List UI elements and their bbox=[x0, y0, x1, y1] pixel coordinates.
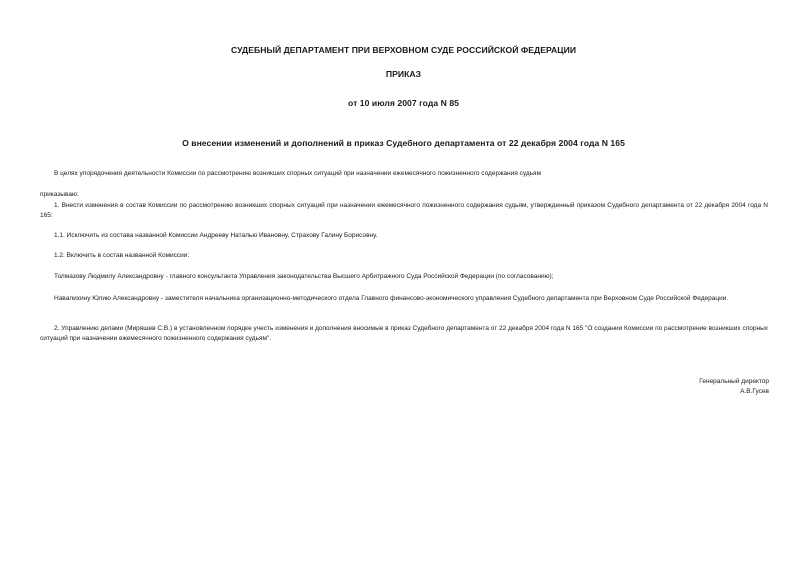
item-1-paragraph: 1. Внести изменения в состав Комиссии по рассмотрению возникших спорных ситуаций при назначении ежемесячного пожизненного содержания судьям, утвержденный приказом Судебного департамента от 22 декабря 2004 года N 165: bbox=[40, 202, 768, 219]
document-subject: О внесении изменений и дополнений в приказ Судебного департамента от 22 декабря 2004 года N 165 bbox=[182, 138, 625, 148]
member-1-paragraph: Толмазову Людмилу Александровну - главного консультанта Управления законодательства Высшего Арбитражного Суда Российской Федерации (по согласованию); bbox=[54, 273, 554, 280]
intro-paragraph: В целях упорядочения деятельности Комиссии по рассмотрению возникших спорных ситуаций при назначении ежемесячного пожизненного содержания судьям bbox=[54, 170, 542, 177]
item-1-1-paragraph: 1.1. Исключить из состава названной Комиссии Андрееву Наталью Ивановну, Страхову Галину Борисовну. bbox=[54, 232, 378, 239]
orders-paragraph: приказываю: bbox=[40, 191, 79, 198]
signature-name: А.В.Гусев bbox=[740, 388, 769, 395]
organization-heading: СУДЕБНЫЙ ДЕПАРТАМЕНТ ПРИ ВЕРХОВНОМ СУДЕ РОССИЙСКОЙ ФЕДЕРАЦИИ bbox=[230, 45, 577, 55]
document-date-number: от 10 июля 2007 года N 85 bbox=[348, 98, 459, 108]
document-type-heading: ПРИКАЗ bbox=[385, 69, 422, 79]
member-2-paragraph: Навалихину Юлию Александровну - заместителя начальника организационно-методического отдела Главного финансово-экономического управления Судебного департамента при Верховном Суде Российской Федерации. bbox=[54, 295, 729, 302]
item-2-paragraph: 2. Управлению делами (Миряшев С.В.) в установленном порядке учесть изменения и дополнения вносимые в приказ Судебного департамента от 22 декабря 2004 года N 165 "О создании Комиссии по рассмотрение возникших спорных ситуаций при назначении ежемесячного пожизненного содержания судьям". bbox=[40, 325, 768, 342]
item-1-2-paragraph: 1.2. Включить в состав названной Комиссии: bbox=[54, 252, 190, 259]
signature-title: Генеральный директор bbox=[699, 378, 769, 385]
